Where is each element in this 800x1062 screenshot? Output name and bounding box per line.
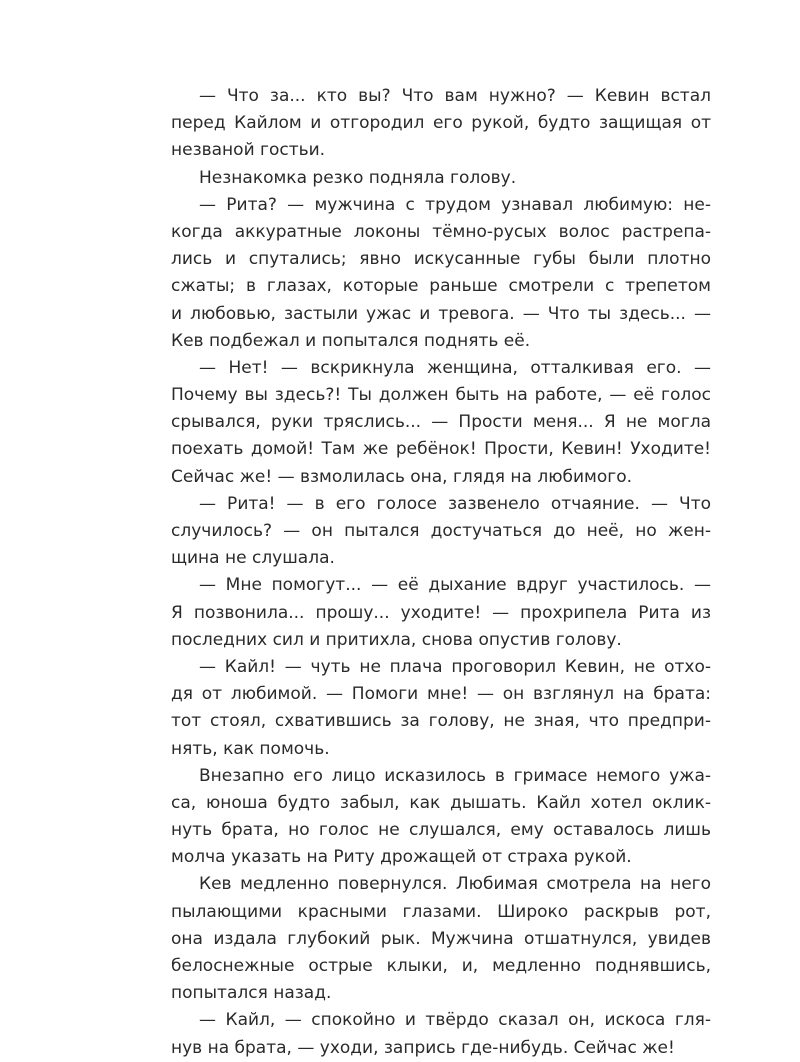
text-line: — Что за... кто вы? Что вам нужно? — Кевин встал	[199, 86, 711, 106]
text-line: — Рита? — мужчина с трудом узнавал любимую: не-	[199, 194, 711, 215]
text-line: белоснежные острые клыки, и, медленно поднявшись,	[171, 956, 711, 976]
text-line: Кев медленно повернулся. Любимая смотрела на него	[199, 874, 711, 895]
text-line: молча указать на Риту дрожащей от страха рукой.	[171, 847, 632, 868]
text-line: тот стоял, схватившись за голову, не зная, что предпри-	[171, 711, 711, 732]
text-line: поехать домой! Там же ребёнок! Прости, Кевин! Уходите!	[171, 439, 711, 460]
text-line: — Кайл! — чуть не плача проговорил Кевин, не отхо-	[199, 656, 711, 677]
text-line: Кев подбежал и попытался поднять её.	[171, 330, 531, 351]
text-line: щина не слушала.	[171, 548, 335, 569]
text-line: лись и спутались; явно искусанные губы были плотно	[171, 249, 711, 270]
text-line: — Рита! — в его голосе зазвенело отчаяние. — Что	[199, 493, 711, 514]
text-line: Почему вы здесь?! Ты должен быть на работе, — её голос	[171, 385, 711, 406]
text-line: пылающими красными глазами. Широко раскрыв рот,	[171, 901, 711, 922]
text-line: случилось? — он пытался достучаться до неё, но жен-	[171, 521, 711, 541]
text-line: и любовью, застыли ужас и тревога. — Что ты здесь... —	[171, 303, 711, 324]
text-line: незваной гостьи.	[171, 140, 326, 161]
text-line: сжаты; в глазах, которые раньше смотрели с трепетом	[171, 276, 711, 297]
text-line: нуть брата, но голос не слушался, ему оставалось лишь	[171, 820, 711, 841]
text-line: са, юноша будто забыл, как дышать. Кайл хотел оклик-	[171, 792, 711, 813]
text-line: попытался назад.	[171, 983, 332, 1004]
text-line: — Мне помогут... — её дыхание вдруг участилось. —	[199, 575, 711, 596]
text-line: — Нет! — вскрикнула женщина, отталкивая его. —	[199, 357, 711, 378]
text-line: Я позвонила... прошу... уходите! — прохрипела Рита из	[171, 602, 711, 623]
text-line: Незнакомка резко подняла голову.	[199, 167, 517, 188]
text-line: дя от любимой. — Помоги мне! — он взглянул на брата:	[171, 684, 711, 705]
text-line: — Кайл, — спокойно и твёрдо сказал он, искоса гля-	[199, 1010, 711, 1031]
text-line: срывался, руки тряслись... — Прости меня... Я не могла	[171, 412, 711, 433]
text-line: она издала глубокий рык. Мужчина отшатнулся, увидев	[171, 928, 711, 949]
page-text	[171, 83, 711, 1062]
text-line: нув на брата, — уходи, запрись где-нибудь. Сейчас же!	[171, 1037, 675, 1058]
text-line: перед Кайлом и отгородил его рукой, будто защищая от	[171, 113, 711, 134]
text-line: когда аккуратные локоны тёмно-русых волос растрепа-	[171, 221, 711, 242]
text-line: последних сил и притихла, снова опустив голову.	[171, 629, 622, 650]
text-line: Внезапно его лицо исказилось в гримасе немого ужа-	[199, 765, 711, 786]
text-line: Сейчас же! — взмолилась она, глядя на любимого.	[171, 466, 632, 487]
text-line: нять, как помочь.	[171, 738, 330, 759]
